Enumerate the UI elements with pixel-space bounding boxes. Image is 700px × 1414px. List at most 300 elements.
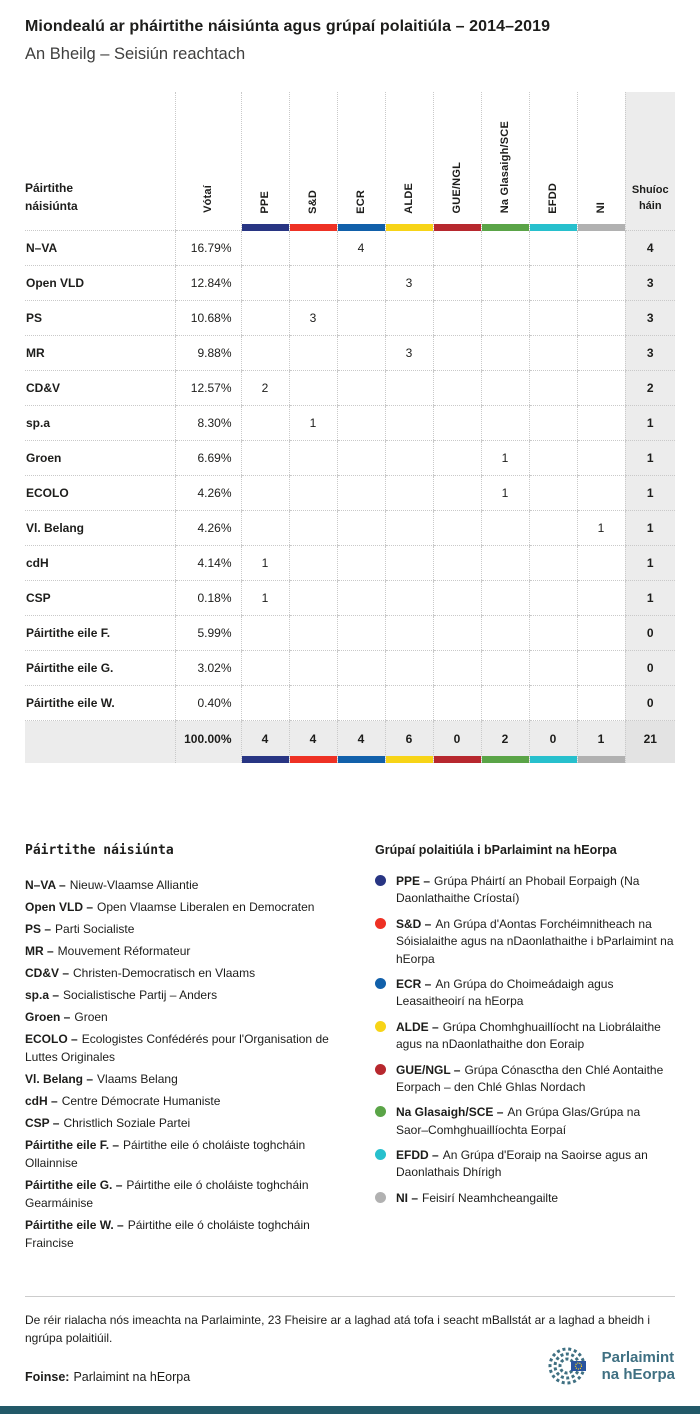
party-full-name: Páirtithe eile ó choláiste toghcháin Ollainnise (25, 1138, 306, 1170)
total-seats-cell: 1 (625, 406, 675, 441)
group-color-bar (338, 756, 385, 763)
total-seats-cell: 1 (625, 546, 675, 581)
group-seats-cell-greens (481, 406, 529, 441)
group-seats-cell-ni (577, 616, 625, 651)
party-name-cell: Groen (25, 441, 175, 476)
group-color-bar (530, 756, 577, 763)
total-group-cell-gue (433, 721, 481, 764)
group-color-dot (375, 1064, 386, 1075)
party-legend-item (25, 964, 347, 982)
group-seats-cell-alde: 3 (385, 336, 433, 371)
party-full-name: Centre Démocrate Humaniste (61, 1094, 221, 1108)
votes-cell: 3.02% (175, 651, 241, 686)
party-abbr: Vl. Belang – (25, 1072, 94, 1086)
group-seats-cell-ecr (337, 511, 385, 546)
party-name-cell: Vl. Belang (25, 511, 175, 546)
group-column-label: S&D (307, 189, 319, 214)
group-seats-cell-greens (481, 546, 529, 581)
party-full-name: Páirtithe eile ó choláiste toghcháin Fraincise (25, 1218, 310, 1250)
votes-column-header (175, 92, 241, 231)
party-abbr: sp.a – (25, 988, 60, 1002)
table-row (25, 686, 675, 721)
group-abbr: S&D – (396, 916, 432, 931)
party-name-cell: PS (25, 301, 175, 336)
ep-hemicycle-icon (545, 1344, 593, 1388)
party-column-header-label: Páirtithe náisiúnta (25, 181, 78, 213)
group-description (396, 873, 675, 908)
group-color-bar (434, 224, 481, 231)
group-full-name: Grúpa Pháirtí an Phobail Eorpaigh (Na Daonlathaithe Críostaí) (396, 874, 640, 906)
ep-logo-wordmark (602, 1349, 675, 1384)
group-seats-cell-alde (385, 371, 433, 406)
group-abbr: GUE/NGL – (396, 1062, 461, 1077)
group-seats-cell-ecr (337, 651, 385, 686)
group-seats-cell-ecr (337, 406, 385, 441)
group-full-name: Grúpa Chomhghuaillíocht na Liobrálaithe agus na nDaonlathaithe don Eoraip (396, 1019, 661, 1052)
total-group-value: 4 (309, 731, 317, 746)
group-legend-list (375, 873, 675, 1207)
group-seats-cell-gue (433, 651, 481, 686)
party-legend-item (25, 1030, 347, 1066)
total-seats-cell: 2 (625, 371, 675, 406)
group-column-header-efdd (529, 92, 577, 231)
party-name-cell: Páirtithe eile W. (25, 686, 175, 721)
source-label: Foinse: (25, 1370, 70, 1384)
group-seats-cell-sd (289, 651, 337, 686)
group-seats-cell-alde (385, 616, 433, 651)
group-column-header-alde (385, 92, 433, 231)
group-seats-cell-gue (433, 301, 481, 336)
group-seats-cell-gue (433, 616, 481, 651)
group-seats-cell-ni (577, 406, 625, 441)
footer-row (25, 1344, 675, 1388)
votes-cell: 0.40% (175, 686, 241, 721)
group-color-bar (434, 756, 481, 763)
group-seats-cell-alde (385, 651, 433, 686)
group-seats-cell-alde (385, 301, 433, 336)
group-seats-cell-ecr: 4 (337, 231, 385, 266)
party-name-cell: N–VA (25, 231, 175, 266)
group-seats-cell-greens (481, 581, 529, 616)
group-legend (375, 843, 675, 1256)
total-votes-cell: 100.00% (175, 721, 241, 764)
group-seats-cell-sd (289, 511, 337, 546)
group-legend-item (375, 1147, 675, 1182)
total-group-value: 0 (453, 731, 461, 746)
group-seats-cell-efdd (529, 406, 577, 441)
group-abbr: PPE – (396, 874, 431, 888)
party-legend-item (25, 986, 347, 1004)
group-legend-item (375, 873, 675, 908)
group-column-header-ecr (337, 92, 385, 231)
total-group-value: 6 (405, 731, 413, 746)
group-seats-cell-sd (289, 371, 337, 406)
seats-column-header-label: Shuíocháin (631, 184, 669, 213)
total-seats-cell: 0 (625, 686, 675, 721)
party-legend-item (25, 1092, 347, 1110)
party-abbr: PS – (25, 922, 52, 936)
group-seats-cell-sd (289, 476, 337, 511)
group-full-name: Grúpa Cónasctha den Chlé Aontaithe Eorpach – den Chlé Ghlas Nordach (396, 1062, 664, 1094)
group-seats-cell-ecr (337, 581, 385, 616)
group-seats-cell-ppe (241, 231, 289, 266)
group-description (396, 976, 675, 1011)
group-seats-cell-efdd (529, 581, 577, 616)
group-seats-cell-ecr (337, 336, 385, 371)
group-legend-item (375, 916, 675, 968)
group-seats-cell-alde: 3 (385, 266, 433, 301)
group-seats-cell-gue (433, 581, 481, 616)
group-description (396, 1104, 675, 1139)
group-seats-cell-ppe (241, 441, 289, 476)
group-color-bar (386, 224, 433, 231)
group-seats-cell-ni (577, 266, 625, 301)
group-legend-title: Grúpaí polaitiúla i bParlaimint na hEorpa (375, 843, 617, 857)
party-full-name: Vlaams Belang (97, 1072, 178, 1086)
group-color-bar (578, 756, 625, 763)
party-name-cell: MR (25, 336, 175, 371)
group-color-bar (530, 224, 577, 231)
group-column-label: PPE (259, 190, 271, 214)
group-color-bar (386, 756, 433, 763)
group-seats-cell-ecr (337, 371, 385, 406)
table-row (25, 231, 675, 266)
group-column-header-sd (289, 92, 337, 231)
votes-cell: 12.57% (175, 371, 241, 406)
group-seats-cell-alde (385, 406, 433, 441)
group-seats-cell-ppe (241, 476, 289, 511)
group-seats-cell-alde (385, 546, 433, 581)
party-full-name: Parti Socialiste (55, 922, 135, 936)
votes-cell: 5.99% (175, 616, 241, 651)
group-seats-cell-ni: 1 (577, 511, 625, 546)
group-description (396, 1190, 558, 1207)
votes-cell: 4.14% (175, 546, 241, 581)
group-seats-cell-ppe (241, 336, 289, 371)
party-abbr: Open VLD – (25, 900, 94, 914)
group-seats-cell-sd: 3 (289, 301, 337, 336)
group-seats-cell-ppe (241, 406, 289, 441)
group-column-header-gue (433, 92, 481, 231)
group-seats-cell-efdd (529, 336, 577, 371)
group-seats-cell-greens: 1 (481, 441, 529, 476)
group-seats-cell-sd (289, 441, 337, 476)
grand-total-seats-cell: 21 (625, 721, 675, 764)
table-row (25, 441, 675, 476)
group-seats-cell-greens: 1 (481, 476, 529, 511)
party-full-name: Ecologistes Confédérés pour l'Organisation de Luttes Originales (25, 1032, 329, 1064)
group-seats-cell-greens (481, 686, 529, 721)
group-seats-cell-ni (577, 581, 625, 616)
table-row (25, 301, 675, 336)
footnote: De réir rialacha nós imeachta na Parlaiminte, 23 Fheisire ar a laghad atá tofa i seacht mBallstát ar a laghad a bheidh i ngrúpa polaitiúil. (25, 1296, 675, 1347)
group-full-name: An Grúpa Glas/Grúpa na Saor–Comhghuaillíochta Eorpaí (396, 1105, 641, 1137)
group-full-name: Feisirí Neamhcheangailte (422, 1190, 559, 1205)
party-name-cell: CD&V (25, 371, 175, 406)
table-header-row (25, 92, 675, 231)
party-abbr: cdH – (25, 1094, 58, 1108)
total-group-value: 4 (261, 731, 269, 746)
group-abbr: ALDE – (396, 1019, 439, 1034)
votes-column-header-label: Vótaí (202, 185, 214, 213)
group-color-dot (375, 1106, 386, 1117)
group-seats-cell-greens (481, 616, 529, 651)
party-full-name: Socialistische Partij – Anders (63, 988, 218, 1002)
group-column-label: ALDE (403, 182, 415, 214)
total-seats-cell: 3 (625, 266, 675, 301)
group-seats-cell-gue (433, 336, 481, 371)
party-full-name: Páirtithe eile ó choláiste toghcháin Gearmáinise (25, 1178, 309, 1210)
group-color-bar (290, 224, 337, 231)
total-seats-cell: 4 (625, 231, 675, 266)
group-full-name: An Grúpa d'Aontas Forchéimnitheach na Sóisialaithe agus na nDaonlathaithe i bParlaimint na hEorpa (396, 916, 674, 966)
party-legend (25, 843, 347, 1256)
votes-cell: 4.26% (175, 511, 241, 546)
party-abbr: MR – (25, 944, 54, 958)
party-full-name: Christlich Soziale Partei (63, 1116, 191, 1130)
table-row (25, 546, 675, 581)
table-row (25, 616, 675, 651)
group-seats-cell-ni (577, 651, 625, 686)
party-full-name: Christen-Democratisch en Vlaams (73, 966, 256, 980)
group-seats-cell-sd: 1 (289, 406, 337, 441)
group-column-label: ECR (355, 189, 367, 214)
group-abbr: EFDD – (396, 1148, 439, 1163)
group-seats-cell-efdd (529, 546, 577, 581)
group-seats-cell-gue (433, 686, 481, 721)
votes-cell: 4.26% (175, 476, 241, 511)
party-name-cell: Páirtithe eile F. (25, 616, 175, 651)
group-seats-cell-sd (289, 616, 337, 651)
group-seats-cell-ni (577, 441, 625, 476)
party-legend-list (25, 876, 347, 1252)
table-row (25, 581, 675, 616)
group-seats-cell-greens (481, 266, 529, 301)
party-name-cell: sp.a (25, 406, 175, 441)
group-seats-cell-gue (433, 511, 481, 546)
ep-logo-line1: Parlaimint (601, 1348, 675, 1366)
party-full-name: Nieuw-Vlaamse Alliantie (69, 878, 199, 892)
total-group-cell-ppe (241, 721, 289, 764)
group-seats-cell-alde (385, 476, 433, 511)
group-seats-cell-sd (289, 546, 337, 581)
group-description (396, 1019, 675, 1054)
group-seats-cell-alde (385, 441, 433, 476)
group-seats-cell-alde (385, 686, 433, 721)
group-seats-cell-sd (289, 336, 337, 371)
group-seats-cell-gue (433, 406, 481, 441)
group-seats-cell-efdd (529, 651, 577, 686)
group-seats-cell-sd (289, 231, 337, 266)
table-row (25, 336, 675, 371)
party-legend-item (25, 1176, 347, 1212)
ep-logo (545, 1344, 675, 1388)
group-seats-cell-sd (289, 266, 337, 301)
total-seats-cell: 3 (625, 336, 675, 371)
total-group-value: 1 (597, 731, 605, 746)
source-text: Parlaimint na hEorpa (73, 1370, 191, 1384)
votes-cell: 9.88% (175, 336, 241, 371)
group-seats-cell-ni (577, 686, 625, 721)
party-name-cell: CSP (25, 581, 175, 616)
source-line (25, 1370, 190, 1388)
total-seats-cell: 0 (625, 651, 675, 686)
group-column-label: NI (595, 202, 607, 214)
votes-cell: 16.79% (175, 231, 241, 266)
legend-section (25, 843, 675, 1256)
bottom-bar (0, 1406, 700, 1414)
total-seats-cell: 0 (625, 616, 675, 651)
group-seats-cell-ni (577, 336, 625, 371)
group-color-dot (375, 918, 386, 929)
group-color-bar (578, 224, 625, 231)
group-seats-cell-greens (481, 231, 529, 266)
group-description (396, 1147, 675, 1182)
votes-cell: 6.69% (175, 441, 241, 476)
party-legend-item (25, 942, 347, 960)
group-seats-cell-gue (433, 546, 481, 581)
party-legend-item (25, 1070, 347, 1088)
group-seats-cell-ni (577, 301, 625, 336)
group-abbr: Na Glasaigh/SCE – (396, 1105, 504, 1120)
votes-cell: 10.68% (175, 301, 241, 336)
group-seats-cell-efdd (529, 371, 577, 406)
group-legend-item (375, 976, 675, 1011)
group-seats-cell-greens (481, 511, 529, 546)
group-seats-cell-alde (385, 511, 433, 546)
group-description (396, 1062, 675, 1097)
group-seats-cell-greens (481, 651, 529, 686)
table-row (25, 511, 675, 546)
party-abbr: CSP – (25, 1116, 60, 1130)
group-column-header-ni (577, 92, 625, 231)
group-full-name: An Grúpa do Choimeádaigh agus Leasaitheoirí na hEorpa (396, 976, 614, 1009)
group-color-dot (375, 1021, 386, 1032)
group-seats-cell-ppe (241, 301, 289, 336)
group-color-dot (375, 978, 386, 989)
total-group-cell-greens (481, 721, 529, 764)
group-seats-cell-gue (433, 231, 481, 266)
group-seats-cell-efdd (529, 616, 577, 651)
group-seats-cell-ecr (337, 301, 385, 336)
group-seats-cell-ecr (337, 616, 385, 651)
total-group-value: 2 (501, 731, 509, 746)
group-abbr: ECR – (396, 976, 432, 991)
group-seats-cell-ecr (337, 441, 385, 476)
party-abbr: Groen – (25, 1010, 71, 1024)
group-seats-cell-ppe: 2 (241, 371, 289, 406)
votes-cell: 12.84% (175, 266, 241, 301)
group-seats-cell-ni (577, 231, 625, 266)
group-seats-cell-ecr (337, 476, 385, 511)
total-empty-cell (25, 721, 175, 764)
group-color-dot (375, 875, 386, 886)
party-abbr: Páirtithe eile G. – (25, 1178, 123, 1192)
total-seats-cell: 1 (625, 511, 675, 546)
group-seats-cell-gue (433, 371, 481, 406)
group-seats-cell-ppe (241, 266, 289, 301)
total-seats-cell: 1 (625, 476, 675, 511)
party-full-name: Open Vlaamse Liberalen en Democraten (97, 900, 315, 914)
group-full-name: An Grúpa d'Eoraip na Saoirse agus an Daonlathais Dhírigh (396, 1148, 648, 1180)
group-seats-cell-ni (577, 476, 625, 511)
group-seats-cell-ecr (337, 266, 385, 301)
group-seats-cell-efdd (529, 266, 577, 301)
party-full-name: Mouvement Réformateur (57, 944, 191, 958)
total-group-value: 4 (357, 731, 365, 746)
total-group-cell-alde (385, 721, 433, 764)
group-seats-cell-sd (289, 581, 337, 616)
group-seats-cell-efdd (529, 686, 577, 721)
party-full-name: Groen (74, 1010, 108, 1024)
table-row (25, 476, 675, 511)
party-legend-item (25, 876, 347, 894)
table-row (25, 371, 675, 406)
party-column-header (25, 92, 175, 231)
total-group-cell-ecr (337, 721, 385, 764)
table-row (25, 406, 675, 441)
group-seats-cell-greens (481, 371, 529, 406)
group-seats-cell-gue (433, 441, 481, 476)
ep-logo-line2: na hEorpa (601, 1366, 675, 1383)
group-seats-cell-ecr (337, 546, 385, 581)
group-seats-cell-ppe: 1 (241, 546, 289, 581)
total-group-cell-efdd (529, 721, 577, 764)
group-seats-cell-ppe (241, 616, 289, 651)
total-seats-cell: 3 (625, 301, 675, 336)
party-legend-item (25, 898, 347, 916)
table-row (25, 651, 675, 686)
party-abbr: ECOLO – (25, 1032, 78, 1046)
group-color-bar (482, 756, 529, 763)
party-name-cell: Open VLD (25, 266, 175, 301)
group-column-label: Na Glasaigh/SCE (499, 121, 511, 214)
group-seats-cell-sd (289, 686, 337, 721)
total-group-cell-ni (577, 721, 625, 764)
group-color-bar (482, 224, 529, 231)
party-name-cell: Páirtithe eile G. (25, 651, 175, 686)
party-abbr: N–VA – (25, 878, 66, 892)
group-seats-cell-ni (577, 546, 625, 581)
group-color-dot (375, 1149, 386, 1160)
group-seats-cell-gue (433, 476, 481, 511)
group-seats-cell-efdd (529, 476, 577, 511)
group-description (396, 916, 675, 968)
group-seats-cell-efdd (529, 511, 577, 546)
group-seats-cell-ecr (337, 686, 385, 721)
group-seats-cell-efdd (529, 301, 577, 336)
total-group-cell-sd (289, 721, 337, 764)
group-seats-cell-ppe: 1 (241, 581, 289, 616)
votes-cell: 8.30% (175, 406, 241, 441)
party-legend-item (25, 1114, 347, 1132)
party-legend-item (25, 920, 347, 938)
group-seats-cell-greens (481, 336, 529, 371)
group-column-header-greens (481, 92, 529, 231)
party-name-cell: cdH (25, 546, 175, 581)
page-title: Miondealú ar pháirtithe náisiúnta agus grúpaí polaitiúla – 2014–2019 (25, 18, 551, 35)
group-column-label: EFDD (547, 182, 559, 214)
page-subtitle: An Bheilg – Seisiún reachtach (25, 45, 246, 63)
group-legend-item (375, 1104, 675, 1139)
party-legend-item (25, 1136, 347, 1172)
group-color-bar (242, 756, 289, 763)
group-seats-cell-gue (433, 266, 481, 301)
seats-column-header (625, 92, 675, 231)
group-seats-cell-ppe (241, 686, 289, 721)
group-seats-cell-ni (577, 371, 625, 406)
group-legend-item (375, 1190, 675, 1207)
